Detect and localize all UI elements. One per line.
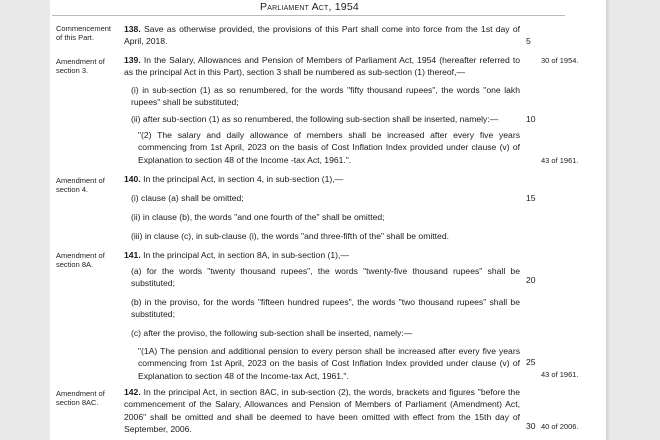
section-text: In the principal Act, in section 8A, in sub-section (1),— (143, 250, 349, 260)
line-number: 30 (526, 421, 536, 431)
section-text: Save as otherwise provided, the provisions of this Part shall come into force from the 1st day of April, 2018. (124, 24, 521, 47)
section-number: 140. (124, 174, 141, 184)
section-number: 139. (124, 55, 141, 65)
clause-item: (b) in the proviso, for the words "fifteen hundred rupees", the words "two thousand rupees" shall be substituted; (131, 297, 520, 320)
line-number: 10 (526, 114, 536, 124)
quoted-provision: "(2) The salary and daily allowance of members shall be increased after every five years commencing from 1st April, 2023 on the basis of Cost Inflation Index provided under clause (v) of Explanation to section 48 of the Income -tax Act, 1961.". (138, 130, 520, 165)
quoted-provision: "(1A) The pension and additional pension to every person shall be increased after every five years commencing from 1st April, 2023 on the basis of Cost Inflation Index provided under clause (v) of Explanation to section 48 of the Income-tax Act, 1961.". (138, 346, 520, 381)
clause-item: (a) for the words "twenty thousand rupees", the words "twenty-five thousand rupees" shall be substituted; (131, 266, 520, 289)
margin-note-138: Commencement of this Part. (56, 24, 112, 42)
margin-reference: 43 of 1961. (541, 370, 579, 379)
margin-reference: 40 of 2006. (541, 422, 579, 431)
clause-item: (iii) in clause (c), in sub-clause (i), the words "and three-fifth of the" shall be omitted. (131, 231, 449, 241)
line-number: 20 (526, 275, 536, 285)
page-edge (606, 0, 610, 440)
line-number: 25 (526, 357, 536, 367)
margin-note-140: Amendment of section 4. (56, 176, 105, 194)
clause-item: (i) in sub-section (1) as so renumbered, for the words "fifty thousand rupees", the words "one lakh rupees" shall be substituted; (131, 85, 520, 108)
margin-note-139: Amendment of section 3. (56, 57, 105, 75)
section-141 (124, 249, 520, 261)
section-142 (124, 386, 520, 436)
section-138 (124, 23, 520, 48)
clause-item: (c) after the proviso, the following sub-section shall be inserted, namely:— (131, 328, 413, 338)
section-number: 138. (124, 24, 141, 34)
clause-item: (ii) in clause (b), the words "and one fourth of the" shall be omitted; (131, 212, 385, 222)
section-text: In the principal Act, in section 4, in sub-section (1),— (143, 174, 344, 184)
margin-reference: 43 of 1961. (541, 156, 579, 165)
section-number: 141. (124, 250, 141, 260)
margin-note-141: Amendment of section 8A. (56, 251, 105, 269)
section-number: 142. (124, 387, 141, 397)
clause-item: (i) clause (a) shall be omitted; (131, 193, 244, 203)
line-number: 15 (526, 193, 536, 203)
section-text: In the Salary, Allowances and Pension of Members of Parliament Act, 1954 (hereafter referred to as the principal Act in this Part), section 3 shall be numbered as sub-section (1) thereof,— (124, 55, 520, 78)
clause-item: (ii) after sub-section (1) as so renumbered, the following sub-section shall be inserted, namely:— (131, 114, 499, 124)
margin-reference: 30 of 1954. (541, 56, 579, 65)
section-139 (124, 54, 520, 79)
margin-note-142: Amendment of section 8AC. (56, 389, 105, 407)
line-number: 5 (526, 36, 531, 46)
section-text: In the principal Act, in section 8AC, in sub-section (2), the words, brackets and figures "before the commencement of the Salary, Allowances and Pension of Members of Parliament (Amendment) Act, 2006" shall be omitted and shall be deemed to have been omitted with effect from the 15th day of September, 2006. (124, 387, 520, 435)
running-header: Parliament Act, 1954 (260, 1, 359, 13)
section-140 (124, 173, 520, 185)
header-rule (52, 15, 565, 16)
